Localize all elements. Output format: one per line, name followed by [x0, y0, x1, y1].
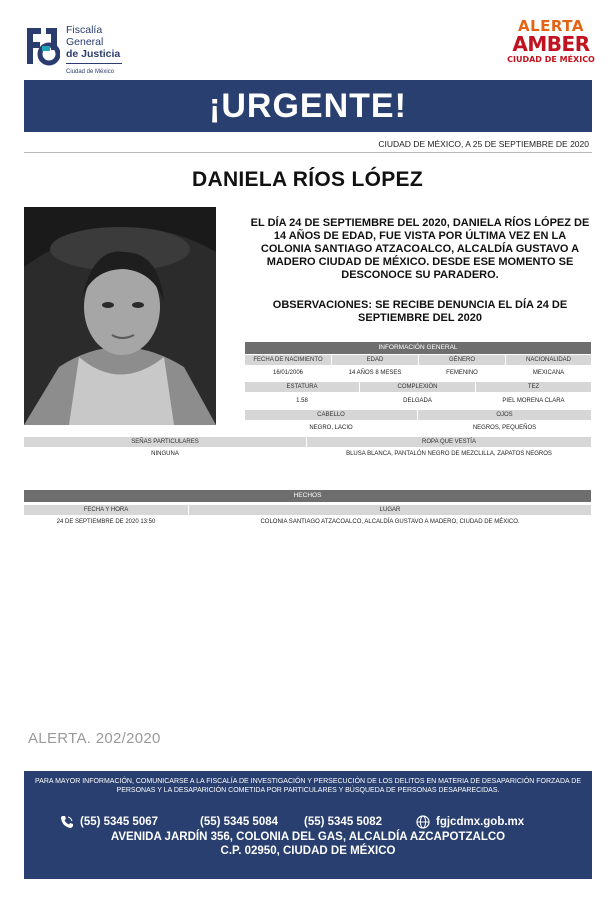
value-clothing: BLUSA BLANCA, PANTALÓN NEGRO DE MEZCLILLA, ZAPATOS NEGROS [346, 451, 552, 457]
info-section-title: INFORMACIÓN GENERAL [245, 342, 591, 354]
header-place: LUGAR [189, 505, 591, 515]
urgent-banner [24, 80, 592, 132]
address-line-1: AVENIDA JARDÍN 356, COLONIA DEL GAS, ALCALDÍA AZCAPOTZALCO [110, 831, 506, 843]
case-description: EL DÍA 24 DE SEPTIEMBRE DEL 2020, DANIELA RÍOS LÓPEZ DE 14 AÑOS DE EDAD, FUE VISTA POR ÚLTIMA VEZ EN LA COLONIA SANTIAGO ATZACOALCO, ALCALDÍA GUSTAVO A MADERO CIUDAD DE MÉXICO. DESDE ESE MOMENTO SE DESCONOCE SU PARADERO. [250, 217, 590, 281]
amber-line-2: AMBER [512, 32, 590, 56]
value-eyes: NEGROS, PEQUEÑOS [472, 425, 537, 431]
person-name: DANIELA RÍOS LÓPEZ [192, 168, 423, 191]
address-line-2: C.P. 02950, CIUDAD DE MÉXICO [220, 845, 396, 857]
header-complexion: TEZ [476, 382, 591, 392]
phone-number-2[interactable]: (55) 5345 5084 [200, 816, 279, 828]
header-build: COMPLEXIÓN [360, 382, 475, 392]
value-distinguishing-marks: NINGUNA [151, 451, 179, 457]
fgj-emblem-icon [24, 24, 60, 72]
banner-title: ¡URGENTE! [209, 86, 407, 125]
value-build: DELGADA [403, 398, 432, 404]
globe-icon [416, 815, 430, 829]
value-gender: FEMENINO [446, 370, 478, 376]
amber-alert-logo [507, 18, 595, 78]
value-datetime: 24 DE SEPTIEMBRE DE 2020 13:50 [56, 519, 156, 525]
header-clothing: ROPA QUE VESTÍA [307, 437, 591, 447]
header-nationality: NACIONALIDAD [506, 355, 591, 365]
agency-line-1: Fiscalía [66, 24, 103, 36]
footer-info: PARA MAYOR INFORMACIÓN, COMUNICARSE A LA FISCALÍA DE INVESTIGACIÓN Y PERSECUCIÓN DE LOS DELITOS EN MATERIA DE DESAPARICIÓN FORZADA DE PERSONAS Y LA DESAPARICIÓN COMETIDA POR PARTICULARES Y BÚSQUEDA DE PERSONAS DESAPARECIDAS. [35, 778, 581, 794]
header-hair: CABELLO [245, 410, 417, 420]
divider [24, 152, 592, 153]
value-age: 14 AÑOS 8 MESES [348, 370, 402, 376]
missing-person-photo [24, 207, 216, 425]
header-eyes: OJOS [418, 410, 591, 420]
agency-line-2: General [66, 36, 104, 48]
agency-sub: Ciudad de México [66, 63, 122, 78]
header-gender: GÉNERO [419, 355, 505, 365]
address [24, 830, 592, 858]
fgj-logo [24, 20, 194, 76]
header-age: EDAD [332, 355, 418, 365]
header-birthdate: FECHA DE NACIMIENTO [245, 355, 331, 365]
value-hair: NEGRO, LACIO [309, 425, 353, 431]
footer [24, 771, 592, 879]
header-distinguishing-marks: SEÑAS PARTICULARES [24, 437, 306, 447]
facts-section-title: HECHOS [24, 490, 591, 502]
value-complexion: PIEL MORENA CLARA [502, 398, 565, 404]
contact-row [24, 815, 592, 829]
amber-line-1: ALERTA [518, 17, 584, 35]
alert-number: ALERTA. 202/2020 [28, 730, 161, 747]
value-height: 1.58 [296, 398, 308, 404]
agency-line-3: de Justicia [66, 48, 121, 60]
value-birthdate: 16/01/2006 [272, 370, 304, 376]
phone-number-1[interactable]: (55) 5345 5067 [80, 816, 159, 828]
amber-line-3: CIUDAD DE MÉXICO [507, 55, 595, 64]
value-place: COLONIA SANTIAGO ATZACOALCO, ALCALDÍA GUSTAVO A MADERO, CIUDAD DE MÉXICO. [260, 519, 520, 525]
date-line: CIUDAD DE MÉXICO, A 25 DE SEPTIEMBRE DE 2020 [378, 139, 589, 149]
observations: OBSERVACIONES: SE RECIBE DENUNCIA EL DÍA 24 DE SEPTIEMBRE DEL 2020 [272, 299, 568, 324]
value-nationality: MEXICANA [532, 370, 565, 376]
header-datetime: FECHA Y HORA [24, 505, 188, 515]
website-link[interactable]: fgjcdmx.gob.mx [436, 816, 525, 828]
header-height: ESTATURA [245, 382, 359, 392]
phone-icon [60, 815, 74, 829]
phone-number-3[interactable]: (55) 5345 5082 [304, 816, 383, 828]
